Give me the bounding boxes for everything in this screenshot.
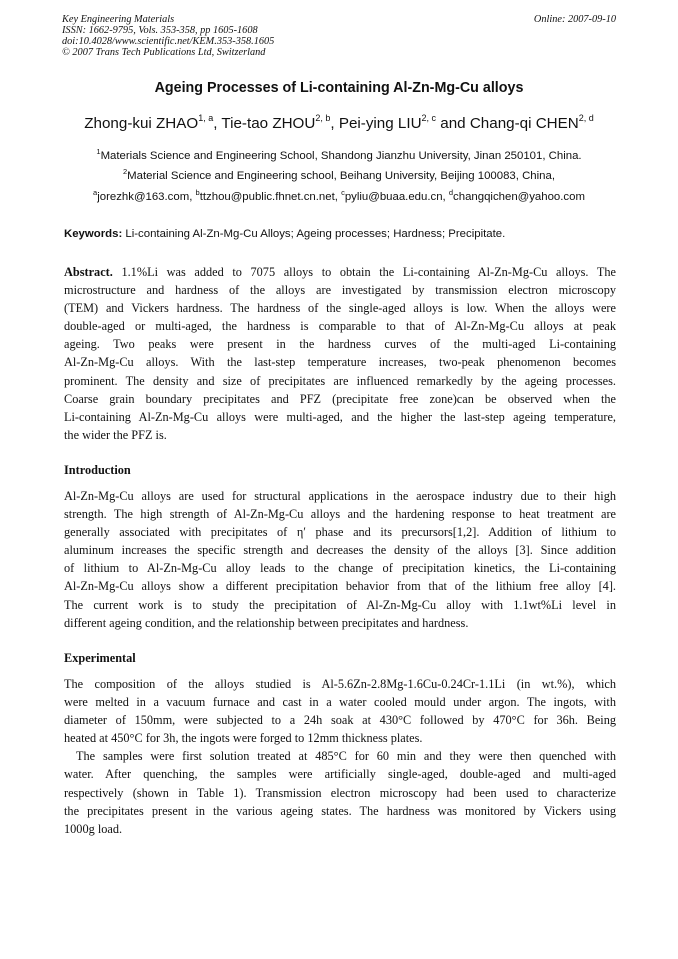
abstract-line: (TEM) and Vickers hardness. The hardness of the single-aged alloys is low. When the alloys were [64,301,616,316]
abstract-line: Li-containing Al-Zn-Mg-Cu alloys were multi-aged, and the higher the last-step ageing temperature, [64,409,616,424]
email-superscript: b [195,188,200,197]
introduction-line: strength. The high strength of Al-Zn-Mg-Cu alloys and the hardening response to heat treatment are [64,507,616,522]
introduction-line: Al-Zn-Mg-Cu alloys are used for structural applications in the aerospace industry due to their high [64,489,616,503]
experimental-line: The samples were first solution treated at 485°C for 60 min and they were then quenched with [76,749,616,764]
copyright-line: © 2007 Trans Tech Publications Ltd, Switzerland [62,47,266,58]
author-separator: and [436,115,470,132]
experimental-line: water. After quenching, the samples were artificially single-aged, double-aged and multi-aged [64,767,616,782]
abstract-line: Coarse grain boundary precipitates and PFZ (precipitate free zone)can be observed when the [64,391,616,406]
experimental-line: The composition of the alloys studied is Al-5.6Zn-2.8Mg-1.6Cu-0.24Cr-1.1Li (in wt.%), which [64,677,616,691]
author-separator: , [330,115,339,132]
author-separator: , [213,115,222,132]
email-address[interactable]: jorezhk@163.com, [97,191,196,203]
experimental-line: diameter of 150mm, were subjected to a 24h soak at 430°C followed by 470°C for 36h. Being [64,713,616,728]
abstract-line-text: 1.1%Li was added to 7075 alloys to obtain the Li-containing Al-Zn-Mg-Cu alloys. The [112,265,616,279]
email-address[interactable]: changqichen@yahoo.com [453,191,585,203]
email-superscript: a [93,188,98,197]
abstract-line: Al-Zn-Mg-Cu alloys. With the last-step temperature increases, two-peak phenomenon becomes [64,355,616,370]
experimental-line: were melted in a vacuum furnace and cast in a water cooled mould under argon. The ingots, with [64,695,616,710]
introduction-heading: Introduction [64,463,131,477]
paper-title: Ageing Processes of Li-containing Al-Zn-Mg-Cu alloys [154,80,524,96]
journal-name: Key Engineering Materials [62,14,175,25]
email-address[interactable]: ttzhou@public.fhnet.cn.net, [199,191,342,203]
introduction-line: The current work is to study the precipitation of Al-Zn-Mg-Cu alloy with 1.1wt%Li level in [64,597,616,612]
affiliation-superscript: 2 [123,167,128,176]
experimental-line: respectively (shown in Table 1). Transmission electron microscopy had been used to characterize [64,785,616,800]
affiliation-text: Material Science and Engineering school, Beihang University, Beijing 100083, China, [127,170,555,182]
keywords-text: Li-containing Al-Zn-Mg-Cu Alloys; Ageing processes; Hardness; Precipitate. [122,228,506,240]
online-date: Online: 2007-09-10 [533,14,616,25]
introduction-line: Al-Zn-Mg-Cu alloys show a different precipitation behavior from that of the lithium free alloy [4]. [64,579,616,594]
author-superscript: 2, c [421,113,437,123]
introduction-line: of lithium to Al-Zn-Mg-Cu alloy leads to the change of precipitation kinetics, the Li-containing [64,561,616,576]
abstract-line: prominent. The density and size of precipitates are influenced remarkedly by the ageing processes. [64,373,616,388]
author-name: Pei-ying LIU [338,115,422,132]
author-name: Tie-tao ZHOU [221,115,316,132]
abstract-line: ageing. Two peaks were present in the hardness curves of the multi-aged Li-containing [64,337,616,352]
author-superscript: 2, b [315,113,331,123]
email-superscript: d [448,188,454,197]
doi-line: doi:10.4028/www.scientific.net/KEM.353-358.1605 [62,36,275,47]
email-list [0,188,678,203]
keywords-line [64,228,618,240]
affiliation-1 [0,147,678,162]
abstract-line: microstructure and hardness of the alloys are investigated by transmission electron microscopy [64,283,616,298]
introduction-line: generally associated with precipitates of η′ phase and its precursors[1,2]. Addition of lithium to [64,525,616,540]
abstract-label: Abstract. [64,265,113,279]
experimental-line: the precipitates present in the various ageing states. The hardness was monitored by Vickers using [64,803,616,818]
abstract-paragraph [64,263,616,444]
abstract-line [64,263,616,281]
journal-header [62,14,616,58]
keywords-label: Keywords: [64,228,123,240]
issn-line: ISSN: 1662-9795, Vols. 353-358, pp 1605-1608 [62,25,258,36]
experimental-line: 1000g load. [64,821,123,836]
author-superscript: 1, a [198,113,214,123]
author-list [0,115,678,132]
abstract-line: double-aged or multi-aged, the hardness is comparable to that of Al-Zn-Mg-Cu alloys at peak [64,319,616,334]
affiliation-2 [0,167,678,182]
author-superscript: 2, d [578,113,594,123]
introduction-paragraph [64,487,616,632]
introduction-line: aluminum increases the specific strength and decreases the density of the alloys [3]. Since addition [64,543,616,558]
experimental-heading: Experimental [64,651,136,665]
experimental-paragraph [64,675,616,838]
email-address[interactable]: pyliu@buaa.edu.cn, [344,191,449,203]
abstract-line: the wider the PFZ is. [64,427,167,442]
experimental-line: heated at 450°C for 3h, the ingots were forged to 12mm thickness plates. [64,731,423,746]
affiliation-superscript: 1 [96,147,101,156]
email-superscript: c [341,188,345,197]
affiliation-text: Materials Science and Engineering School, Shandong Jianzhu University, Jinan 250101, China. [100,150,582,162]
introduction-line: different ageing condition, and the relationship between precipitates and hardness. [64,615,469,630]
author-name: Zhong-kui ZHAO [84,115,199,132]
author-name: Chang-qi CHEN [469,115,579,132]
